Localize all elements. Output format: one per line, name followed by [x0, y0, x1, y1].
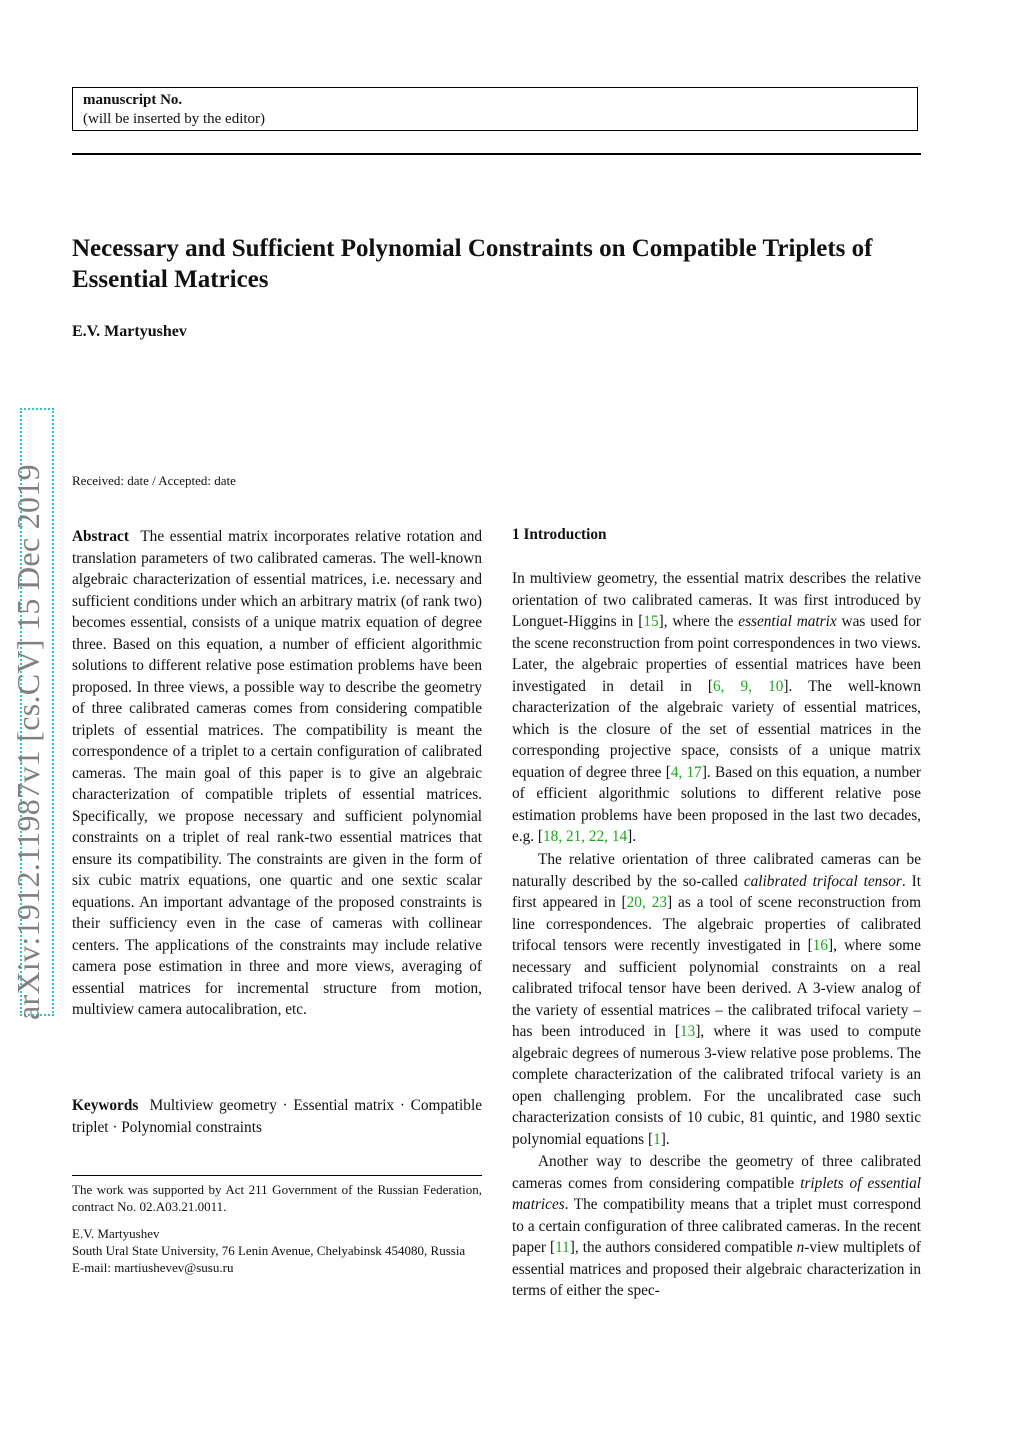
manuscript-box: [72, 87, 918, 131]
citation-link[interactable]: 15: [643, 613, 659, 630]
address-affiliation: South Ural State University, 76 Lenin Avenue, Chelyabinsk 454080, Russia: [72, 1243, 466, 1258]
intro-paragraph-1: In multiview geometry, the essential matrix describes the relative orientation of two calibrated cameras. It was first introduced by Longuet-Higgins in [15], where the essential matrix was used for the scene reconstruction from point correspondences in two views. Later, the algebraic properties of essential matrices have been investigated in detail in [6, 9, 10]. The well-known characterization of the algebraic variety of essential matrices, which is the closure of the set of essential matrices in the corresponding projective space, consists of a unique matrix equation of degree three [4, 17]. Based on this equation, a number of efficient algorithmic solutions to different relative pose estimation problems have been proposed in the last two decades, e.g. [18, 21, 22, 14].: [512, 570, 922, 845]
abstract: [72, 526, 482, 1021]
received-date: Received: date / Accepted: date: [72, 473, 236, 488]
header-rule: [72, 153, 921, 155]
section-heading: 1 Introduction: [512, 526, 607, 543]
citation-link[interactable]: 20, 23: [626, 894, 668, 911]
funding-footnote: The work was supported by Act 211 Government of the Russian Federation, contract No. 02.A03.21.0011.: [72, 1182, 482, 1214]
citation-link[interactable]: 1: [653, 1130, 661, 1148]
keywords-label: Keywords: [72, 1097, 139, 1114]
paper-title: Necessary and Sufficient Polynomial Constraints on Compatible Triplets of Essential Matrices: [72, 235, 873, 293]
address-name: E.V. Martyushev: [72, 1226, 160, 1241]
author-name: E.V. Martyushev: [72, 323, 187, 340]
manuscript-number: manuscript No.: [83, 92, 183, 108]
citation-link[interactable]: 4, 17: [670, 763, 702, 781]
intro-paragraph-3: Another way to describe the geometry of three calibrated cameras comes from considering compatible triplets of essential matrices. The compatibility means that a triplet must correspond to a certain configuration of three calibrated cameras. In the recent paper [11], the authors considered compatible n-view multiplets of essential matrices and proposed their algebraic characterization in terms of either the spec-: [512, 1153, 922, 1299]
keywords: [72, 1095, 482, 1138]
intro-paragraph-2: The relative orientation of three calibrated cameras can be naturally described by the so-called calibrated trifocal tensor. It first appeared in [20, 23] as a tool of scene reconstruction from line correspondences. The algebraic properties of calibrated trifocal tensors were recently investigated in [16], where some necessary and sufficient polynomial constraints on a real calibrated trifocal tensor have been derived. A 3-view analog of the variety of essential matrices – the calibrated trifocal variety – has been introduced in [13], where it was used to compute algebraic degrees of numerous 3-view relative pose problems. The complete characterization of the calibrated trifocal variety is an open challenging problem. For the uncalibrated case such characterization consists of 10 cubic, 81 quintic, and 1980 sextic polynomial equations [1].: [512, 851, 921, 1148]
citation-link[interactable]: 13: [680, 1023, 696, 1040]
keywords-text: Multiview geometry · Essential matrix · Compatible triplet · Polynomial constraints: [72, 1097, 482, 1136]
arxiv-stamp: arXiv:1912.11987v1 [cs.CV] 15 Dec 2019: [10, 464, 46, 1020]
address-email: E-mail: martiushevev@susu.ru: [72, 1260, 234, 1275]
citation-link[interactable]: 16: [812, 937, 828, 954]
footnote-rule: [72, 1175, 482, 1176]
citation-link[interactable]: 11: [555, 1239, 570, 1256]
citation-link[interactable]: 6, 9, 10: [713, 677, 784, 695]
abstract-label: Abstract: [72, 528, 129, 545]
citation-link[interactable]: 18, 21, 22, 14: [543, 828, 628, 845]
abstract-text: The essential matrix incorporates relative rotation and translation parameters of two calibrated cameras. The well-known algebraic characterization of essential matrices, i.e. necessary and sufficient conditions under which an arbitrary matrix (of rank two) becomes essential, consists of a unique matrix equation of degree three. Based on this equation, a number of efficient algorithmic solutions to different relative pose estimation problems have been proposed. In three views, a possible way to describe the geometry of three calibrated cameras comes from considering compatible triplets of essential matrices. The compatibility is meant the correspondence of a triplet to a certain configuration of calibrated cameras. The main goal of this paper is to give an algebraic characterization of compatible triplets of essential matrices. Specifically, we propose necessary and sufficient polynomial constraints on a triplet of real rank-two essential matrices that ensure its compatibility. The constraints are given in the form of six cubic matrix equations, one quartic and one sextic scalar equations. An important advantage of the proposed constraints is their sufficiency even in the case of cameras with collinear centers. The applications of the constraints may include relative camera pose estimation in three and more views, averaging of essential matrices for incremental structure from motion, multiview camera autocalibration, etc.: [72, 528, 482, 1018]
manuscript-note: (will be inserted by the editor): [83, 111, 266, 127]
author-address: [72, 1225, 482, 1276]
